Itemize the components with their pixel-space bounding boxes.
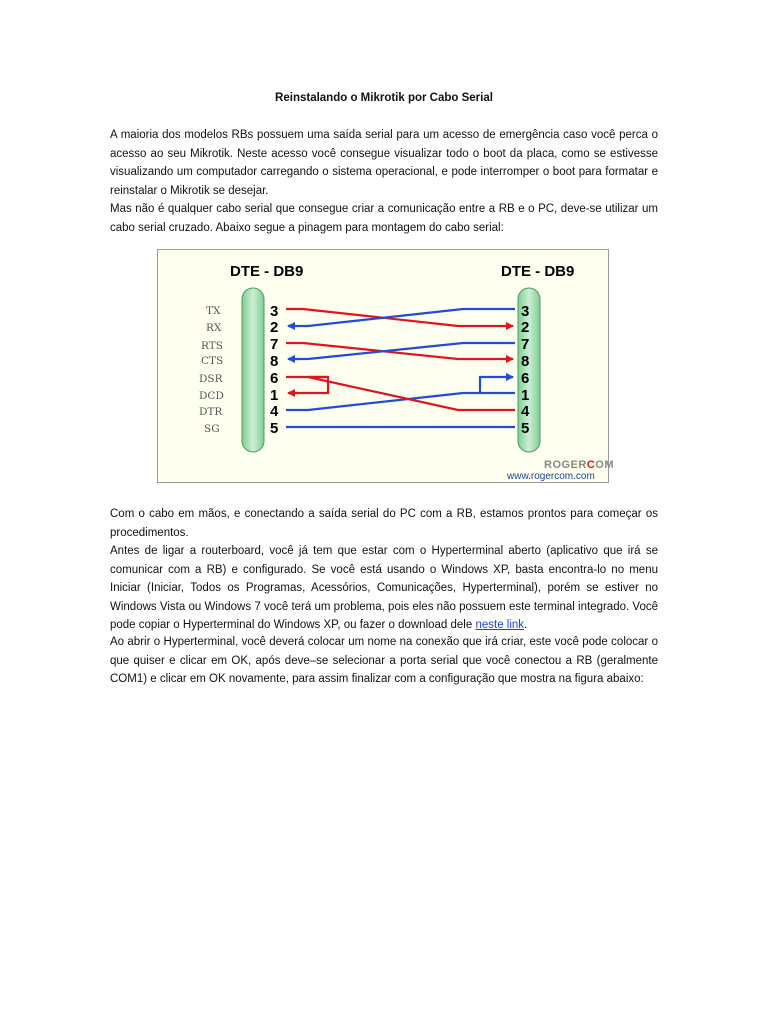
right-pin-2: 2 <box>521 319 530 336</box>
left-pin-2: 2 <box>270 319 279 336</box>
left-pin-1: 1 <box>270 387 279 404</box>
rogercom-logo: ROGERCOM <box>544 459 615 471</box>
right-pin-7: 7 <box>521 336 530 353</box>
right-pin-6: 6 <box>521 370 530 387</box>
left-pin-5: 5 <box>270 420 279 437</box>
db9-pinout-diagram <box>157 249 615 483</box>
right-pin-8: 8 <box>521 353 530 370</box>
left-pin-7: 7 <box>270 336 279 353</box>
paragraph-hyperterminal <box>110 542 658 635</box>
signal-label-dtr: DTR <box>199 406 223 418</box>
left-connector-header: DTE - DB9 <box>230 263 304 280</box>
right-pin-1: 1 <box>521 387 530 404</box>
paragraph-procedures: Com o cabo em mãos, e conectando a saída serial do PC com a RB, estamos prontos para começar os procedimentos. <box>110 508 658 539</box>
signal-label-dcd: DCD <box>199 390 224 402</box>
wire-right-dsr-dcd-loop <box>480 377 515 393</box>
paragraph-configuration: Ao abrir o Hyperterminal, você deverá colocar um nome na conexão que irá criar, este você pode colocar o que quiser e clicar em OK, após deve–se selecionar a porta serial que você conectou a RB (geralmente COM1) e clicar em OK novamente, para assim finalizar com a configuração que mostra na figura abaixo: <box>110 636 658 686</box>
left-pin-6: 6 <box>270 370 279 387</box>
signal-label-cts: CTS <box>201 355 224 367</box>
left-pin-4: 4 <box>270 403 279 420</box>
right-connector-header: DTE - DB9 <box>501 263 575 280</box>
rogercom-url: www.rogercom.com <box>507 471 595 482</box>
paragraph-intro: A maioria dos modelos RBs possuem uma saída serial para um acesso de emergência caso você perca o acesso ao seu Mikrotik. Neste acesso você consegue visualizar todo o boot da placa, como se estivesse visualizando um computador carregando o sistema operacional, e pode interromper o boot para formatar e reinstalar o Mikrotik se desejar. <box>110 129 658 197</box>
right-pin-3: 3 <box>521 303 530 320</box>
diagram-svg <box>158 250 615 484</box>
signal-label-rx: RX <box>206 322 222 334</box>
link-suffix: . <box>524 619 528 632</box>
signal-label-sg: SG <box>204 423 220 435</box>
signal-label-tx: TX <box>206 305 221 317</box>
left-pin-8: 8 <box>270 353 279 370</box>
left-pin-3: 3 <box>270 303 279 320</box>
left-connector <box>242 288 264 452</box>
right-pin-5: 5 <box>521 420 530 437</box>
paragraph-hyperterminal-text: Antes de ligar a routerboard, você já tem que estar com o Hyperterminal aberto (aplicativo que irá se comunicar com a RB) e configurado. Se você está usando o Windows XP, basta encontra-lo no menu Iniciar (Iniciar, Todos os Programas, Acessórios, Comunicações, Hyperterminal), porém se estiver no Windows Vista ou Windows 7 você terá um problema, pois eles não possuem este terminal integrado. Você pode copiar o Hyperterminal do Windows XP, ou fazer o download dele <box>110 545 658 632</box>
wire-rts-to-cts <box>286 343 513 359</box>
signal-label-dsr: DSR <box>199 373 223 385</box>
signal-label-rts: RTS <box>201 340 223 352</box>
paragraph-cable: Mas não é qualquer cabo serial que consegue criar a comunicação entre a RB e o PC, deve-se utilizar um cabo serial cruzado. Abaixo segue a pinagem para montagem do cabo serial: <box>110 203 658 234</box>
page-title: Reinstalando o Mikrotik por Cabo Serial <box>275 92 493 104</box>
right-pin-4: 4 <box>521 403 530 420</box>
wire-tx-to-rx <box>286 309 513 326</box>
download-link[interactable]: neste link <box>475 619 525 632</box>
